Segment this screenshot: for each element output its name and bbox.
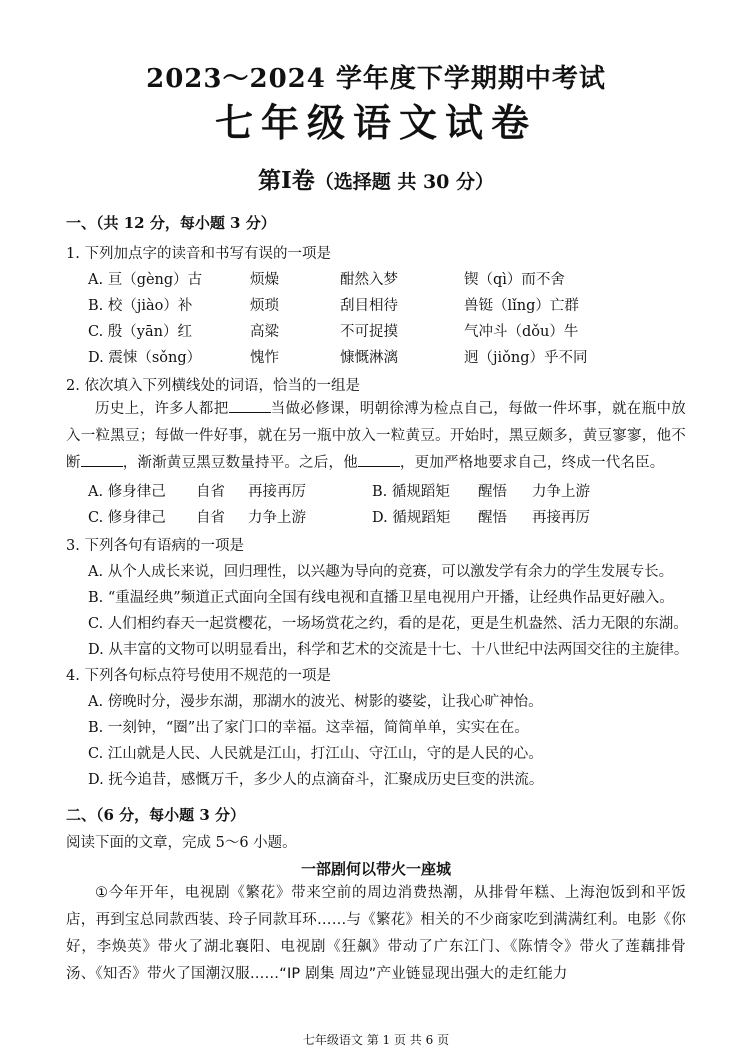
- passage-text: 历史上，许多人都把: [95, 401, 229, 417]
- exam-title: 2023～2024 学年度下学期期中考试: [146, 64, 606, 94]
- article-title: 一部剧何以带火一座城: [300, 860, 451, 878]
- question-3-option: B. “重温经典”频道正式面向全国有线电视和直播卫星电视用户开播，让经典作品更好融入。: [88, 590, 674, 606]
- option-word: 力争上游: [532, 484, 590, 500]
- question-4-option: B. 一刻钟，“圈”出了家门口的幸福。这幸福，简简单单，实实在在。: [88, 720, 529, 736]
- question-1-option-row: [88, 346, 688, 366]
- question-1-option-row: [88, 268, 688, 288]
- option-word: 迥（jiǒng）乎不同: [464, 350, 588, 366]
- question-1-option-row: [88, 294, 688, 314]
- option-word: 力争上游: [248, 510, 306, 526]
- option-word: 自省: [196, 510, 225, 526]
- question-3-stem: 3. 下列各句有语病的一项是: [66, 538, 244, 554]
- question-1-stem: 1. 下列加点字的读音和书写有误的一项是: [66, 246, 331, 262]
- question-2-passage: [66, 396, 686, 477]
- option-word: 醒悟: [478, 510, 507, 526]
- option-word: 自省: [196, 484, 225, 500]
- option-word: C. 殷（yān）红: [88, 324, 192, 340]
- page-footer: 七年级语文 第 1 页 共 6 页: [302, 1033, 450, 1047]
- question-4-option: D. 抚今追昔，感慨万千，多少人的点滴奋斗，汇聚成历史巨变的洪流。: [88, 772, 544, 788]
- question-4-stem: 4. 下列各句标点符号使用不规范的一项是: [66, 668, 331, 684]
- option-word: 再接再厉: [248, 484, 306, 500]
- fill-blank: [229, 400, 271, 413]
- option-word: A. 亘（gèng）古: [88, 272, 203, 288]
- question-2-option-row: [88, 480, 688, 500]
- volume-title-sub: （选择题 共 30 分）: [314, 171, 495, 193]
- passage-text: ，更加严格地要求自己，终成一代名臣。: [399, 455, 665, 471]
- option-word: 醒悟: [478, 484, 507, 500]
- option-word: 烦燥: [250, 272, 279, 288]
- option-word: A. 修身律己: [88, 484, 166, 500]
- option-word: D. 震悚（sǒng）: [88, 350, 202, 366]
- section-2-heading: 二、（6 分，每小题 3 分）: [66, 806, 246, 824]
- article-paragraph-1: ①今年开年，电视剧《繁花》带来空前的周边消费热潮，从排骨年糕、上海泡饭到和平饭店，再到宝总同款西装、玲子同款耳环……与《繁花》相关的不少商家吃到满满红利。电影《你好，李焕英》带火了湖北襄阳、电视剧《狂飙》带动了广东江门、《陈情令》带火了莲藕排骨汤、《知否》带火了国潮汉服……“IP 剧集 周边”产业链显现出强大的走红能力: [66, 885, 686, 982]
- section-1-heading: 一、（共 12 分，每小题 3 分）: [66, 214, 276, 232]
- option-word: B. 校（jiào）补: [88, 298, 193, 314]
- option-word: 再接再厉: [532, 510, 590, 526]
- question-4-option: C. 江山就是人民、人民就是江山，打江山、守江山，守的是人民的心。: [88, 746, 543, 762]
- question-2-stem: 2. 依次填入下列横线处的词语，恰当的一组是: [66, 378, 360, 394]
- option-word: 锲（qì）而不舍: [464, 272, 565, 288]
- fill-blank: [358, 454, 400, 467]
- question-4-option: A. 傍晚时分，漫步东湖，那湖水的波光、树影的婆娑，让我心旷神怡。: [88, 694, 543, 710]
- option-word: D. 循规蹈矩: [372, 510, 451, 526]
- option-word: 兽铤（lǐng）亡群: [464, 298, 579, 314]
- question-2-option-row: [88, 506, 688, 526]
- passage-text: ，渐渐黄豆黑豆数量持平。之后，他: [122, 455, 358, 471]
- question-1-option-row: [88, 320, 688, 340]
- option-word: 烦琐: [250, 298, 279, 314]
- volume-title-main: 第Ⅰ卷: [257, 167, 315, 194]
- option-word: 气冲斗（dǒu）牛: [464, 324, 579, 340]
- fill-blank: [81, 454, 123, 467]
- option-word: 酣然入梦: [340, 272, 398, 288]
- question-3-option: A. 从个人成长来说，回归理性，以兴趣为导向的竞赛，可以激发学有余力的学生发展专长。: [88, 564, 674, 580]
- question-3-option: C. 人们相约春天一起赏樱花，一场场赏花之约，看的是花，更是生机盎然、活力无限的东湖。: [88, 616, 688, 632]
- option-word: 愧怍: [250, 350, 279, 366]
- section-2-instruction: 阅读下面的文章，完成 5～6 小题。: [66, 835, 297, 851]
- option-word: 不可捉摸: [340, 324, 398, 340]
- option-word: 慷慨淋漓: [340, 350, 398, 366]
- question-3-option: D. 从丰富的文物可以明显看出，科学和艺术的交流是十七、十八世纪中法两国交往的主旋律。: [88, 642, 689, 658]
- option-word: 高粱: [250, 324, 279, 340]
- option-word: B. 循规蹈矩: [372, 484, 450, 500]
- option-word: C. 修身律己: [88, 510, 166, 526]
- passage-text: 当做必修课，明朝徐溥为检点自己，每做一件坏事，就在瓶中放入一粒黑豆；每做一件好事，就在另一瓶中放入一粒黄豆。开始时，黑豆颇多，黄豆寥寥，他不断: [66, 401, 686, 471]
- option-word: 刮目相待: [340, 298, 398, 314]
- volume-title: [0, 162, 752, 195]
- paper-title: 七年级语文试卷: [214, 100, 537, 145]
